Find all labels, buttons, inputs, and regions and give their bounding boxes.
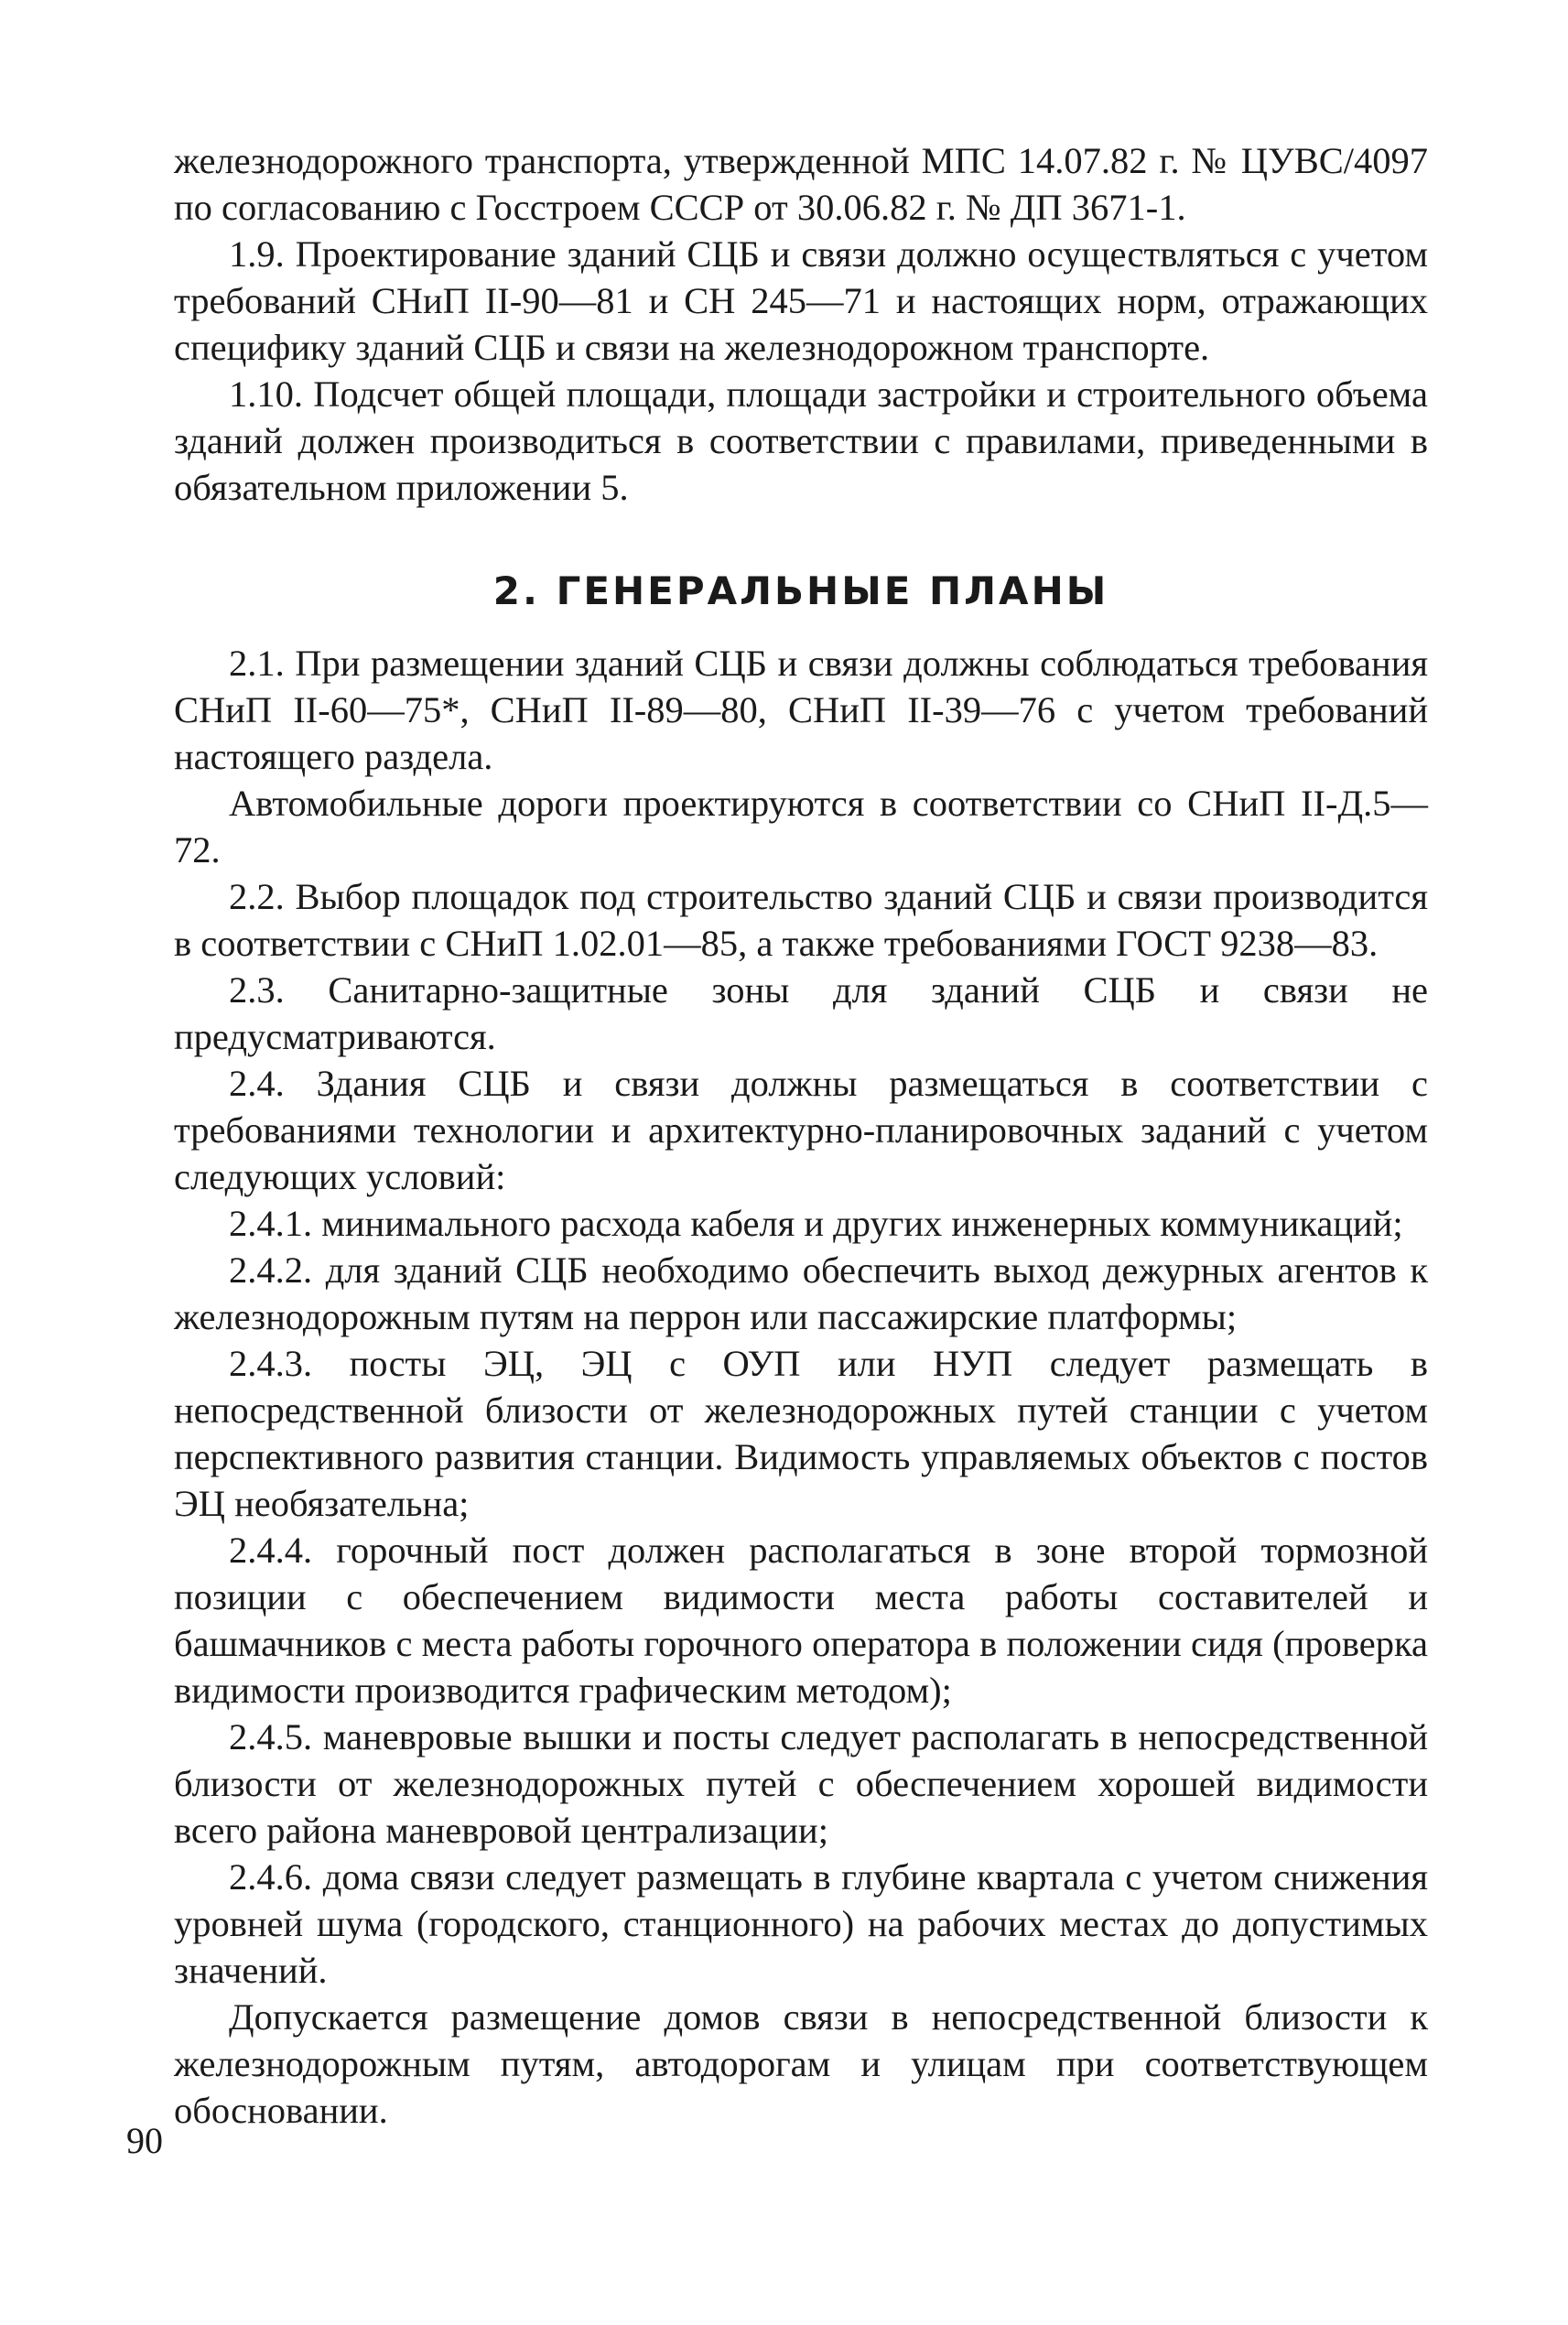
paragraph-2-4-5: 2.4.5. маневровые вышки и посты следует располагать в непосредственной близости от железнодорожных путей с обеспечением хорошей видимости всего района маневровой централизации; xyxy=(174,1716,1428,1851)
paragraph-allowance: Допускается размещение домов связи в непосредственной близости к железнодорожным путям, автодорогам и улицам при соответствующем обосновании. xyxy=(174,1996,1428,2131)
paragraph-1-10: 1.10. Подсчет общей площади, площади застройки и строительного объема зданий должен производиться в соответствии с правилами, приведенными в обязательном приложении 5. xyxy=(174,373,1428,508)
page-number: 90 xyxy=(126,2120,163,2161)
paragraph-continuation: железнодорожного транспорта, утвержденной МПС 14.07.82 г. № ЦУВС/4097 по согласованию с Госстроем СССР от 30.06.82 г. № ДП 3671-1. xyxy=(174,140,1428,228)
paragraph-2-4-2: 2.4.2. для зданий СЦБ необходимо обеспечить выход дежурных агентов к железнодорожным путям на перрон или пассажирские платформы; xyxy=(174,1249,1428,1337)
paragraph-2-4-3: 2.4.3. посты ЭЦ, ЭЦ с ОУП или НУП следует размещать в непосредственной близости от железнодорожных путей станции с учетом перспективного развития станции. Видимость управляемых объектов с постов ЭЦ необязательна; xyxy=(174,1343,1428,1524)
section-heading: 2. ГЕНЕРАЛЬНЫЕ ПЛАНЫ xyxy=(492,568,1109,613)
paragraph-2-2: 2.2. Выбор площадок под строительство зданий СЦБ и связи производится в соответствии с СНиП 1.02.01—85, а также требованиями ГОСТ 9238—83. xyxy=(174,876,1428,964)
paragraph-2-1: 2.1. При размещении зданий СЦБ и связи должны соблюдаться требования СНиП II-60—75*, СНиП II-89—80, СНиП II-39—76 с учетом требований настоящего раздела. xyxy=(174,643,1428,777)
text-column xyxy=(174,137,1428,2134)
paragraph-2-4-6: 2.4.6. дома связи следует размещать в глубине квартала с учетом снижения уровней шума (городского, станционного) на рабочих местах до допустимых значений. xyxy=(174,1856,1428,1991)
paragraph-2-4: 2.4. Здания СЦБ и связи должны размещаться в соответствии с требованиями технологии и архитектурно-планировочных заданий с учетом следующих условий: xyxy=(174,1063,1428,1197)
paragraph-2-4-4: 2.4.4. горочный пост должен располагаться в зоне второй тормозной позиции с обеспечением видимости места работы составителей и башмачников с места работы горочного оператора в положении сидя (проверка видимости производится графическим методом); xyxy=(174,1530,1428,1711)
paragraph-roads: Автомобильные дороги проектируются в соответствии со СНиП II-Д.5—72. xyxy=(174,783,1428,871)
paragraph-1-9: 1.9. Проектирование зданий СЦБ и связи должно осуществляться с учетом требований СНиП II-90—81 и СН 245—71 и настоящих норм, отражающих специфику зданий СЦБ и связи на железнодорожном транспорте. xyxy=(174,233,1428,368)
paragraph-2-4-1: 2.4.1. минимального расхода кабеля и других инженерных коммуникаций; xyxy=(229,1203,1403,1244)
paragraph-2-3: 2.3. Санитарно-защитные зоны для зданий СЦБ и связи не предусматриваются. xyxy=(174,969,1428,1057)
